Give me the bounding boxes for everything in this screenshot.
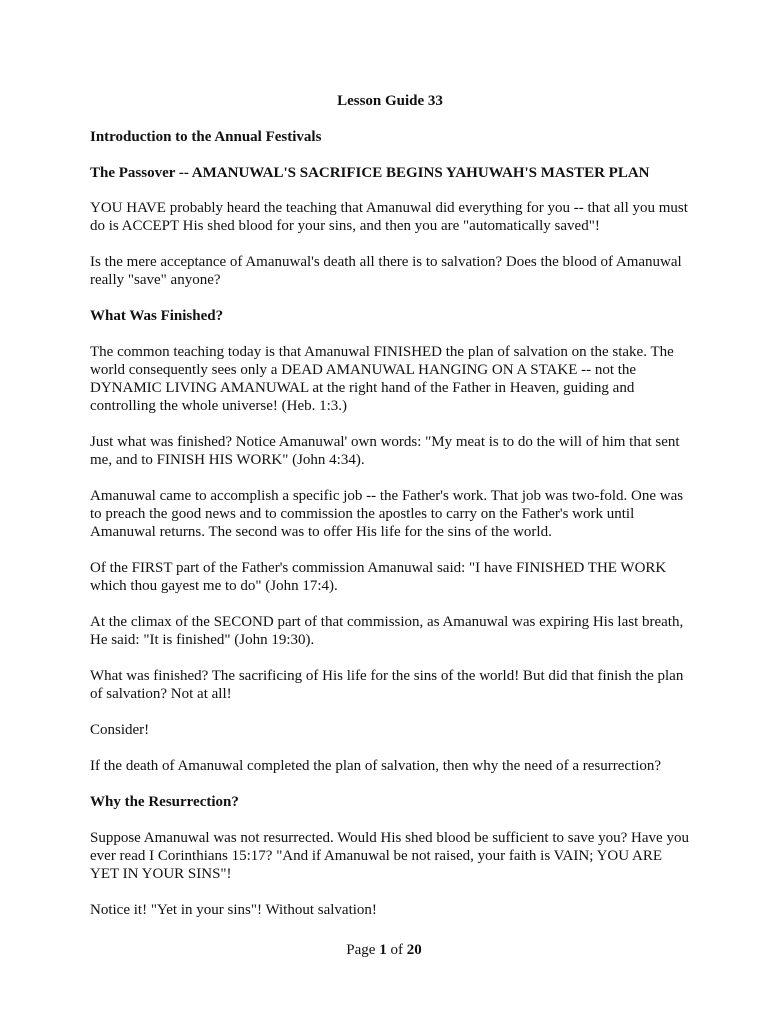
paragraph: Consider! (90, 722, 150, 738)
paragraph: What was finished? The sacrificing of His life for the sins of the world! But did that finish the plan of salvation? Not at all! (90, 668, 684, 702)
passover-heading: The Passover -- AMANUWAL'S SACRIFICE BEGINS YAHUWAH'S MASTER PLAN (90, 165, 650, 181)
document-page (90, 92, 690, 937)
paragraph: Just what was finished? Notice Amanuwal' own words: "My meat is to do the will of him that sent me, and to FINISH HIS WORK" (John 4:34). (90, 434, 680, 468)
page-footer (0, 941, 768, 959)
page-number: 1 (379, 942, 387, 958)
of-label: of (390, 942, 403, 958)
paragraph: At the climax of the SECOND part of that commission, as Amanuwal was expiring His last breath, He said: "It is finished" (John 19:30). (90, 614, 684, 648)
page-total: 20 (406, 942, 422, 958)
intro-heading: Introduction to the Annual Festivals (90, 129, 322, 145)
paragraph: Suppose Amanuwal was not resurrected. Would His shed blood be sufficient to save you? Have you ever read I Corinthians 15:17? "And if Amanuwal be not raised, your faith is VAIN; YOU ARE YET IN YOUR SINS"! (90, 830, 689, 882)
paragraph: Amanuwal came to accomplish a specific job -- the Father's work. That job was two-fold. One was to preach the good news and to commission the apostles to carry on the Father's work until Amanuwal returns. The second was to offer His life for the sins of the world. (90, 488, 684, 540)
page-label: Page (346, 942, 376, 958)
paragraph: The common teaching today is that Amanuwal FINISHED the plan of salvation on the stake. The world consequently sees only a DEAD AMANUWAL HANGING ON A STAKE -- not the DYNAMIC LIVING AMANUWAL at the right hand of the Father in Heaven, guiding and controlling the whole universe! (Heb. 1:3.) (90, 344, 674, 414)
paragraph: YOU HAVE probably heard the teaching that Amanuwal did everything for you -- that all you must do is ACCEPT His shed blood for your sins, and then you are "automatically saved"! (90, 200, 688, 234)
paragraph: Notice it! "Yet in your sins"! Without salvation! (90, 902, 377, 918)
resurrection-heading: Why the Resurrection? (90, 794, 239, 810)
paragraph: Of the FIRST part of the Father's commission Amanuwal said: "I have FINISHED THE WORK which thou gayest me to do" (John 17:4). (90, 560, 667, 594)
finished-heading: What Was Finished? (90, 308, 224, 324)
paragraph: If the death of Amanuwal completed the plan of salvation, then why the need of a resurrection? (90, 758, 662, 774)
paragraph: Is the mere acceptance of Amanuwal's death all there is to salvation? Does the blood of Amanuwal really "save" anyone? (90, 254, 682, 288)
lesson-title: Lesson Guide 33 (337, 93, 443, 109)
